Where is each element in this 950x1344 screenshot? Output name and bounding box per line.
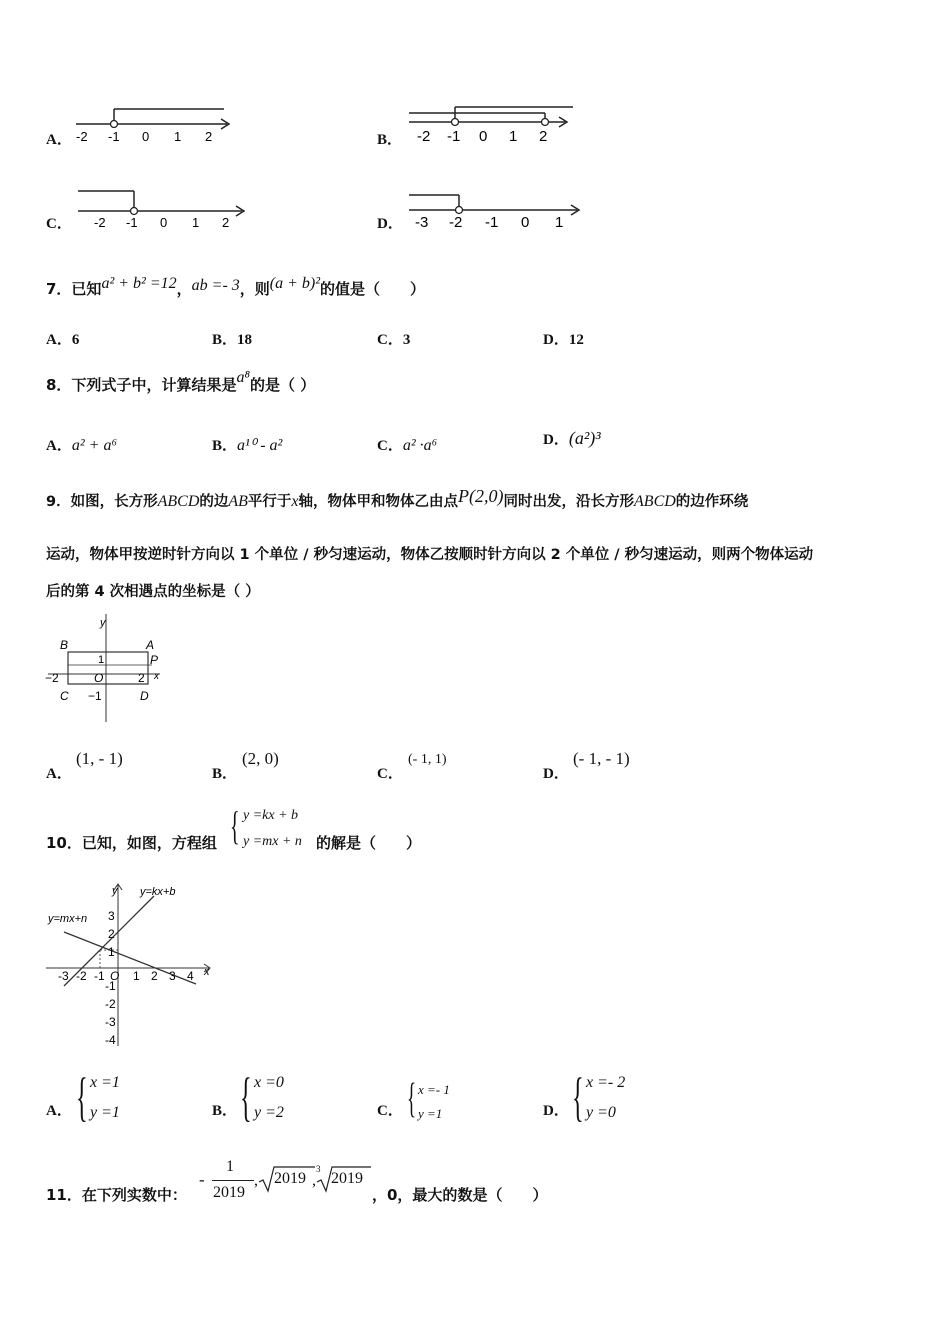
- q9-stem-line1: 9．如图，长方形ABCD的边AB平行于x轴，物体甲和物体乙由点P(2,0)同时出发，沿长方形ABCD的边作环绕: [46, 486, 749, 510]
- q6b-tick-5: 2: [539, 128, 548, 145]
- q10-system-line1: y =kx + b: [243, 808, 299, 823]
- q9-label-o: O: [94, 671, 104, 685]
- q10-option-d-brace: {: [572, 1067, 584, 1127]
- q8-option-b[interactable]: B．a¹⁰ - a²: [212, 437, 283, 454]
- q11-minus-sign: -: [199, 1170, 205, 1189]
- q10-xt-3: -1: [94, 969, 105, 983]
- q6b-tick-4: 1: [509, 128, 518, 145]
- q10-option-b-brace: {: [240, 1067, 252, 1127]
- q6-option-a-numberline: [72, 104, 234, 146]
- q11-cbrt-radicand: 2019: [331, 1170, 363, 1187]
- q9-option-c-label[interactable]: C．: [377, 766, 403, 782]
- q10-xt-5: 1: [133, 969, 140, 983]
- q11-fraction-denominator: 2019: [213, 1184, 245, 1201]
- q11-fraction-numerator: 1: [226, 1158, 234, 1175]
- q6c-tick-3: 0: [160, 215, 168, 230]
- q11-sqrt-radicand: 2019: [274, 1170, 306, 1187]
- q9-label-b: B: [60, 638, 69, 652]
- q9-label-neg-one: −1: [88, 689, 102, 703]
- q9-label-c: C: [60, 689, 69, 703]
- q6-option-a-label[interactable]: A．: [46, 132, 72, 148]
- q10-lines-graph: [42, 880, 220, 1050]
- q10-option-a-line2[interactable]: y =1: [90, 1104, 120, 1121]
- q10-option-c-line2[interactable]: y =1: [418, 1106, 443, 1121]
- q6b-tick-2: -1: [447, 128, 461, 145]
- q9-option-c-value[interactable]: (- 1, 1): [408, 752, 447, 767]
- q10-stem-prefix: 10．已知，如图，方程组: [46, 834, 217, 852]
- q6b-tick-3: 0: [479, 128, 488, 145]
- q10-system-brace: {: [230, 803, 240, 848]
- q10-yt-6: -3: [105, 1015, 116, 1029]
- q6-option-c-numberline: [74, 186, 250, 230]
- q10-xt-6: 2: [151, 969, 158, 983]
- q11-stem-prefix: 11．在下列实数中：: [46, 1186, 187, 1204]
- q10-xt-8: 4: [187, 969, 194, 983]
- q10-yt-1: 3: [108, 909, 115, 923]
- q6-option-b-label[interactable]: B．: [377, 132, 403, 148]
- q10-label-kx: y=kx+b: [140, 886, 176, 898]
- q10-option-b-line2[interactable]: y =2: [254, 1104, 284, 1121]
- q6d-tick-2: -2: [449, 214, 463, 231]
- q6-option-c-label[interactable]: C．: [46, 216, 72, 232]
- q9-option-a-label[interactable]: A．: [46, 766, 72, 782]
- q6a-tick-4: 1: [174, 129, 182, 144]
- q8-option-a[interactable]: A．a² + a⁶: [46, 437, 117, 454]
- q10-label-y: y: [112, 885, 118, 897]
- q9-label-one: 1: [98, 654, 105, 666]
- q10-xt-7: 3: [169, 969, 176, 983]
- q6a-tick-1: -2: [76, 129, 88, 144]
- q6d-tick-4: 0: [521, 214, 530, 231]
- q11-stem-tail: ，0，最大的数是（ ）: [372, 1186, 548, 1204]
- q7-option-a[interactable]: A．6: [46, 332, 80, 348]
- q6a-tick-5: 2: [205, 129, 213, 144]
- q9-stem-line3: 后的第 4 次相遇点的坐标是（ ）: [46, 584, 260, 600]
- q6c-tick-4: 1: [192, 215, 200, 230]
- q10-option-d-line2[interactable]: y =0: [586, 1104, 616, 1121]
- q6a-tick-2: -1: [108, 129, 120, 144]
- q10-option-c-line1[interactable]: x =- 1: [418, 1082, 450, 1097]
- q9-option-a-value[interactable]: (1, - 1): [76, 749, 123, 768]
- q7-option-d[interactable]: D．12: [543, 332, 584, 348]
- q9-label-two: 2: [138, 671, 145, 685]
- q11-cbrt-index: 3: [316, 1164, 321, 1174]
- q6c-tick-2: -1: [126, 215, 138, 230]
- q6b-tick-1: -2: [417, 128, 431, 145]
- q10-xt-2: -2: [76, 969, 87, 983]
- q9-label-x: x: [154, 671, 159, 682]
- q9-stem-line2: 运动，物体甲按逆时针方向以 1 个单位 / 秒匀速运动，物体乙按顺时针方向以 2 个单位 / 秒匀速运动，则两个物体运动: [46, 547, 814, 563]
- q10-yt-3: 1: [108, 945, 115, 959]
- q10-yt-7: -4: [105, 1033, 116, 1047]
- q9-option-d-label[interactable]: D．: [543, 766, 569, 782]
- q8-option-d[interactable]: D．(a²)³: [543, 428, 601, 448]
- q8-option-c[interactable]: C．a² ·a⁶: [377, 437, 438, 454]
- q6c-tick-5: 2: [222, 215, 230, 230]
- q10-stem-tail: 的解是（ ）: [316, 834, 422, 852]
- q10-yt-2: 2: [108, 927, 115, 941]
- q6d-tick-1: -3: [415, 214, 429, 231]
- q9-label-y: y: [100, 617, 106, 629]
- q6c-tick-1: -2: [94, 215, 106, 230]
- q8-stem: 8．下列式子中，计算结果是a⁸的是（ ）: [46, 369, 316, 394]
- q7-stem: 7．已知a² + b² =12，ab =- 3，则(a + b)²的值是（ ）: [46, 275, 426, 298]
- q6a-tick-3: 0: [142, 129, 150, 144]
- q6-option-d-numberline: [405, 188, 587, 232]
- q10-label-mx: y=mx+n: [48, 913, 88, 925]
- q9-label-a: A: [146, 638, 155, 652]
- q10-yt-4: -1: [105, 979, 116, 993]
- q6-option-b-numberline: [405, 100, 577, 146]
- q10-system-line2: y =mx + n: [243, 834, 302, 849]
- q6d-tick-3: -1: [485, 214, 499, 231]
- q11-comma-1: ,: [254, 1172, 258, 1189]
- q9-option-b-value[interactable]: (2, 0): [242, 749, 279, 768]
- q10-option-b-label[interactable]: B．: [212, 1103, 238, 1119]
- q10-yt-5: -2: [105, 997, 116, 1011]
- q10-option-c-brace: {: [407, 1076, 417, 1122]
- q6-option-d-label[interactable]: D．: [377, 216, 403, 232]
- q10-option-a-line1[interactable]: x =1: [90, 1074, 120, 1091]
- q9-option-d-value[interactable]: (- 1, - 1): [573, 749, 630, 768]
- q11-comma-2: ,: [312, 1172, 316, 1189]
- q10-xt-1: -3: [58, 969, 69, 983]
- q9-label-p: P: [150, 653, 159, 667]
- q10-xt-4: O: [110, 969, 120, 983]
- q10-option-c-label[interactable]: C．: [377, 1103, 403, 1119]
- q10-option-a-brace: {: [76, 1067, 88, 1127]
- q10-option-d-line1[interactable]: x =- 2: [586, 1074, 626, 1091]
- q9-label-d: D: [140, 689, 149, 703]
- q10-label-x: x: [204, 966, 210, 978]
- q10-option-b-line1[interactable]: x =0: [254, 1074, 284, 1091]
- q10-option-d-label[interactable]: D．: [543, 1103, 569, 1119]
- q9-option-b-label[interactable]: B．: [212, 766, 238, 782]
- q9-rectangle-figure: [42, 612, 172, 724]
- q9-label-neg-two: −2: [45, 671, 59, 685]
- q6d-tick-5: 1: [555, 214, 564, 231]
- q11-fraction-bar: [212, 1180, 254, 1181]
- q7-option-b[interactable]: B．18: [212, 332, 253, 348]
- q7-option-c[interactable]: C．3: [377, 332, 411, 348]
- q10-option-a-label[interactable]: A．: [46, 1103, 72, 1119]
